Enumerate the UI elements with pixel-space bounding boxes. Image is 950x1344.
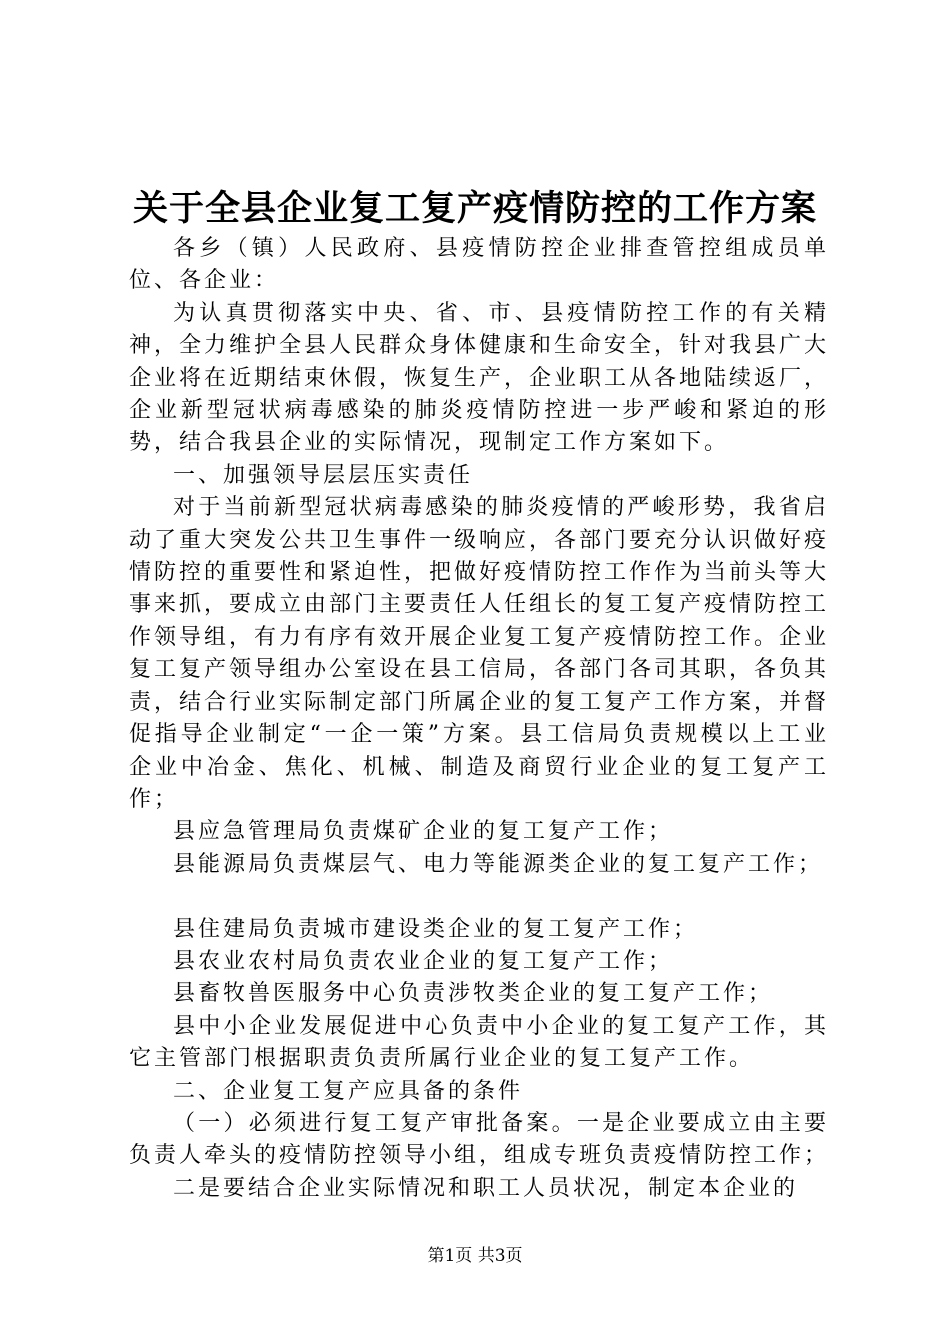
- duty-sme-paragraph: 县中小企业发展促进中心负责中小企业的复工复产工作，其它主管部门根据职责负责所属行业企业的复工复产工作。: [129, 1013, 829, 1072]
- document-title: 关于全县企业复工复产疫情防控的工作方案: [132, 189, 817, 229]
- blank-line: [129, 881, 829, 913]
- duty-livestock-paragraph: 县畜牧兽医服务中心负责涉牧类企业的复工复产工作；: [173, 981, 774, 1007]
- approval-paragraph: （一）必须进行复工复产审批备案。一是企业要成立由主要负责人牵头的疫情防控领导小组，组成专班负责疫情防控工作；: [129, 1110, 830, 1169]
- salutation-paragraph: 各乡（镇）人民政府、县疫情防控企业排查管控组成员单位、各企业：: [129, 236, 829, 294]
- duty-energy-paragraph: 县能源局负责煤层气、电力等能源类企业的复工复产工作；: [173, 851, 824, 877]
- duty-agriculture-paragraph: 县农业农村局负责农业企业的复工复产工作；: [173, 948, 674, 974]
- intro-paragraph: 为认真贯彻落实中央、省、市、县疫情防控工作的有关精神，全力维护全县人民群众身体健康和生命安全，针对我县广大企业将在近期结束休假，恢复生产，企业职工从各地陆续返厂，企业新型冠状病毒感染的肺炎疫情防控进一步严峻和紧迫的形势，结合我县企业的实际情况，现制定工作方案如下。: [129, 300, 830, 456]
- section-heading-1: 一、加强领导层层压实责任: [173, 462, 474, 488]
- duty-construction-paragraph: 县住建局负责城市建设类企业的复工复产工作；: [173, 916, 699, 942]
- document-body: [129, 233, 829, 1205]
- page-number-footer: 第1页 共3页: [427, 1246, 523, 1266]
- second-requirement-paragraph: 二是要结合企业实际情况和职工人员状况，制定本企业的: [173, 1175, 799, 1201]
- duty-emergency-paragraph: 县应急管理局负责煤矿企业的复工复产工作；: [173, 819, 674, 845]
- leadership-paragraph: 对于当前新型冠状病毒感染的肺炎疫情的严峻形势，我省启动了重大突发公共卫生事件一级响应，各部门要充分认识做好疫情防控的重要性和紧迫性，把做好疫情防控工作作为当前头等大事来抓，要成立由部门主要责任人任组长的复工复产疫情防控工作领导组，有力有序有效开展企业复工复产疫情防控工作。企业复工复产领导组办公室设在县工信局，各部门各司其职，各负其责，结合行业实际制定部门所属企业的复工复产工作方案，并督促指导企业制定“一企一策”方案。县工信局负责规模以上工业企业中冶金、焦化、机械、制造及商贸行业企业的复工复产工作；: [129, 495, 830, 812]
- section-heading-2: 二、企业复工复产应具备的条件: [173, 1078, 524, 1104]
